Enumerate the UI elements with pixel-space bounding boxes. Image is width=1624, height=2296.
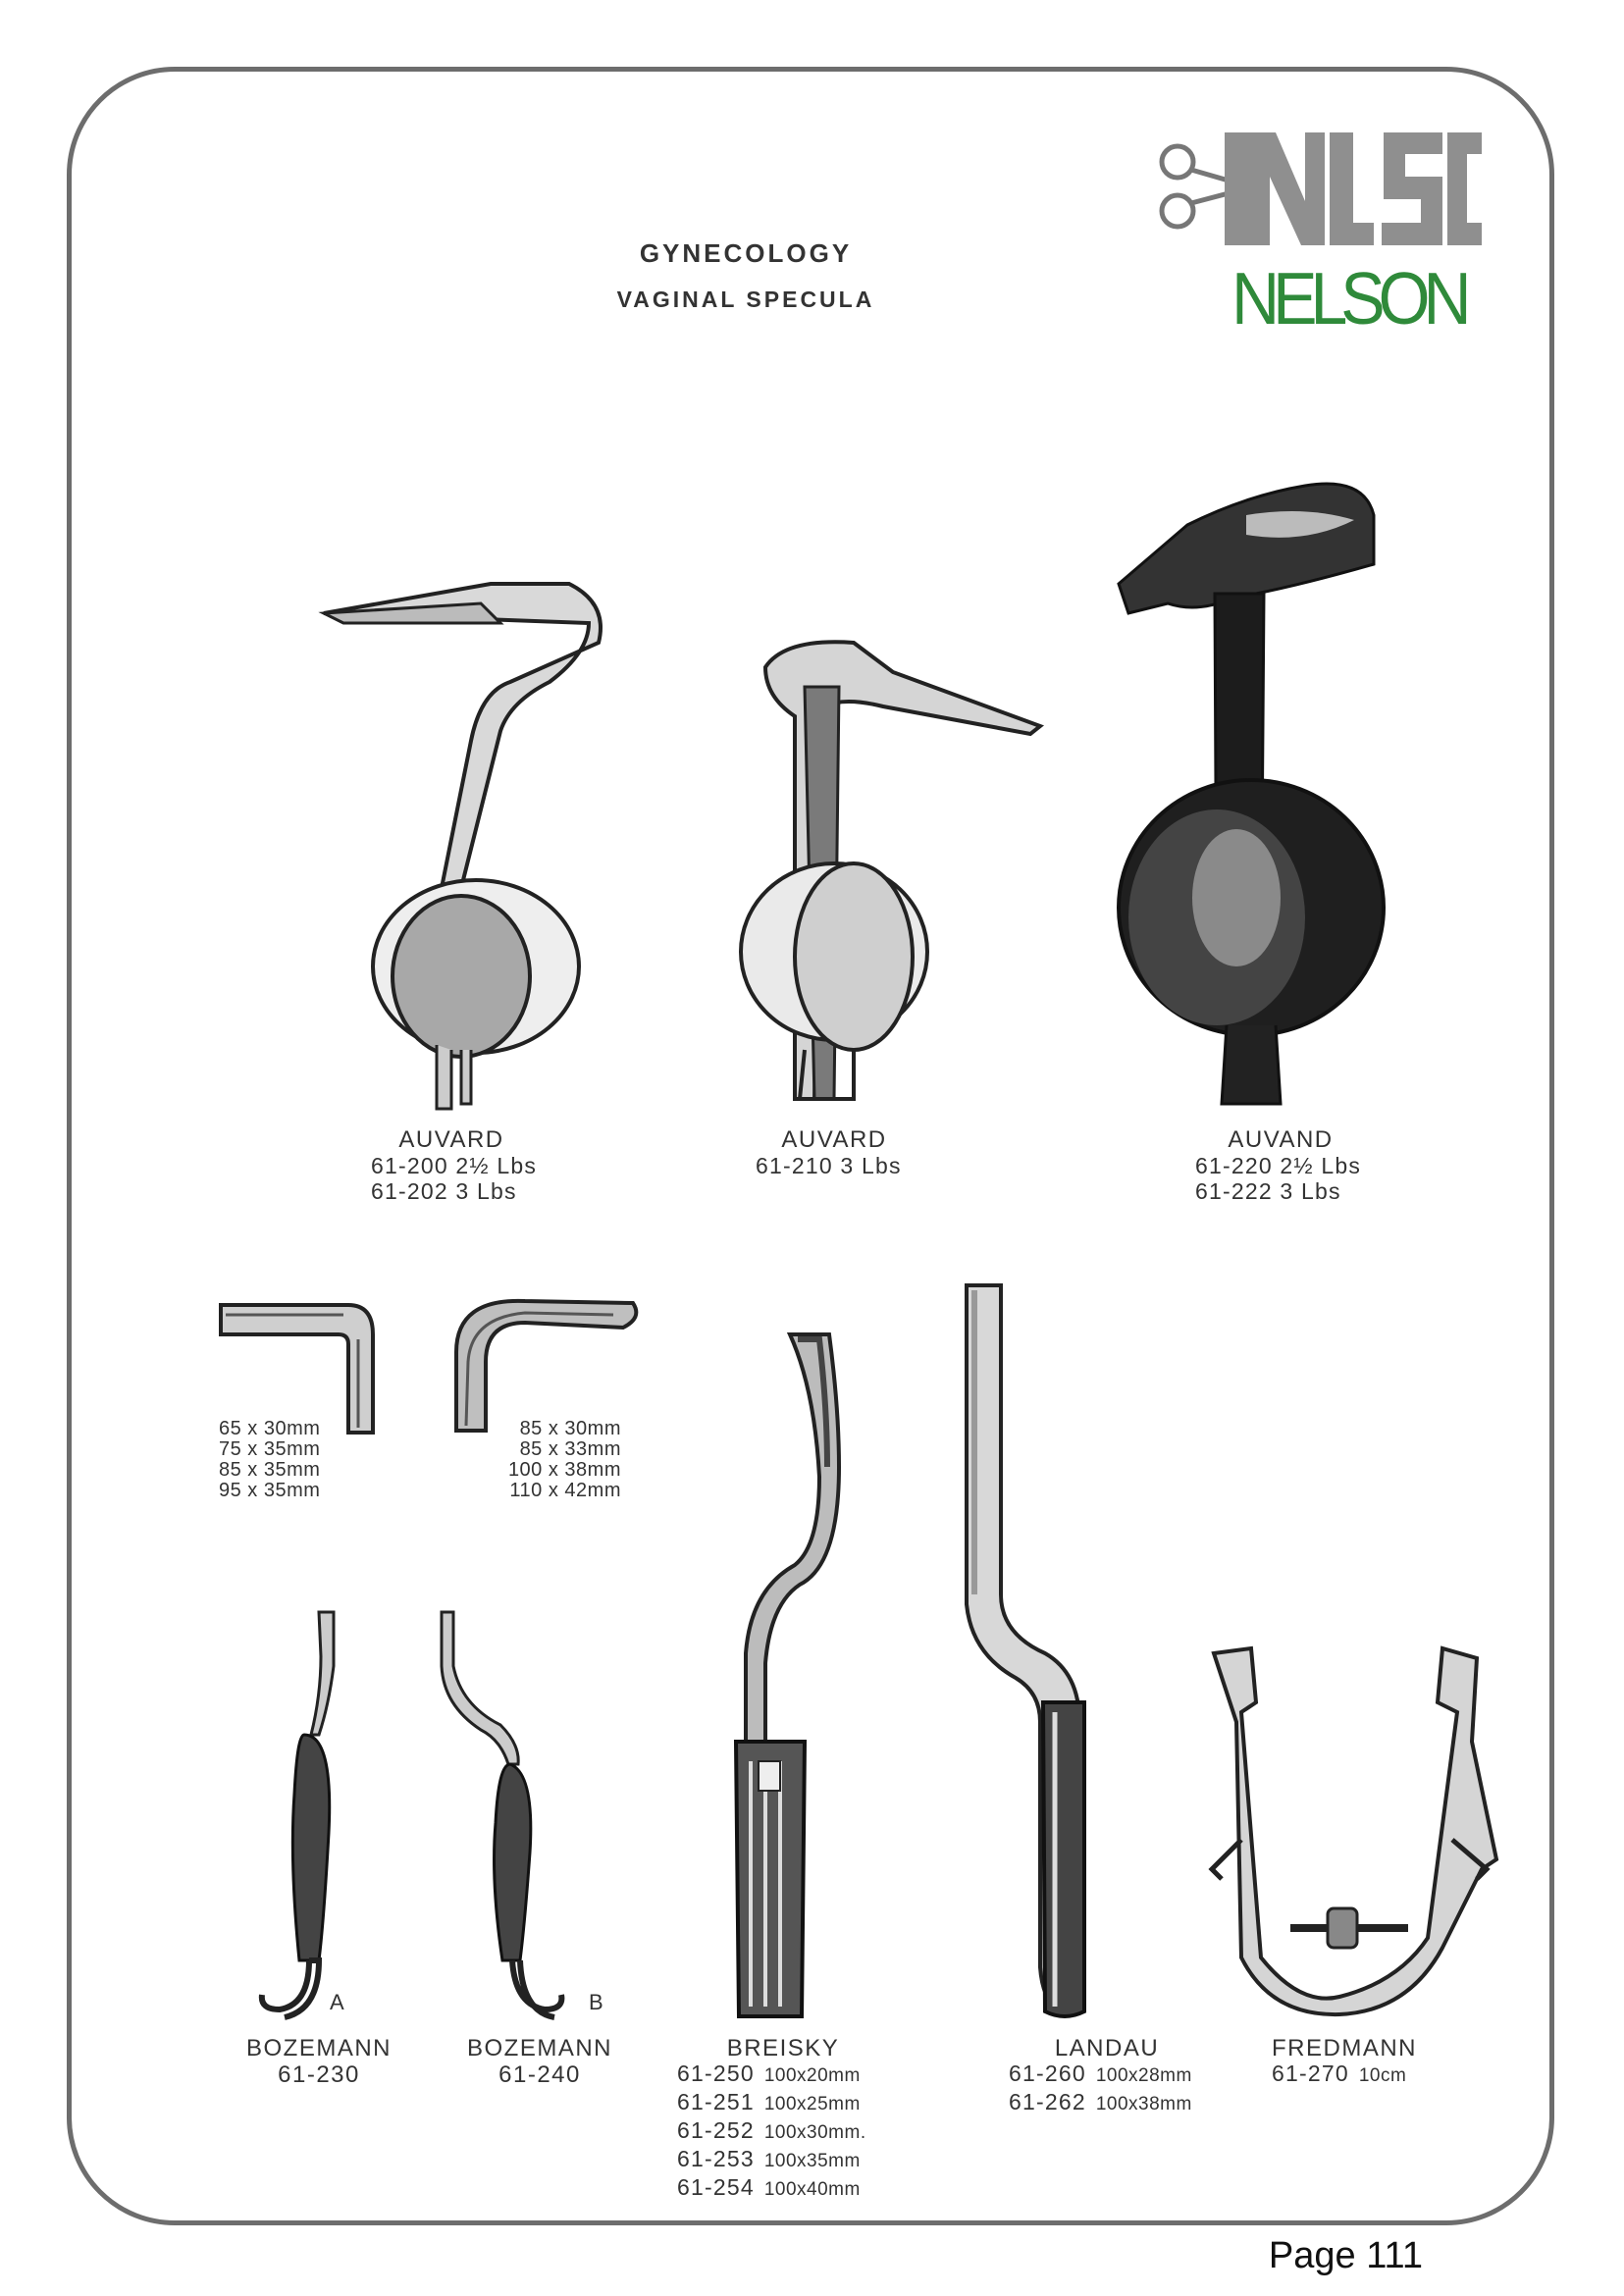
product-code: 61-254 [677,2174,755,2200]
size-line: 110 x 42mm [509,1480,621,1501]
product-code-line: 61-200 2½ Lbs [371,1153,538,1178]
bozemann-61-230-illustration [250,1607,358,2019]
size-line: 65 x 30mm [219,1418,321,1439]
variant-letter-a: A [330,1990,344,2014]
product-code: 61-250 [677,2061,755,2086]
product-name: BOZEMANN [466,2035,612,2061]
auvand-61-220-illustration [1109,476,1403,1114]
size-line: 95 x 35mm [219,1480,321,1501]
variant-letter-b: B [589,1990,603,2014]
product-name: BREISKY [726,2035,840,2061]
product-code-line [1009,2061,1192,2089]
product-name: LANDAU [1054,2035,1160,2061]
auvand-61-220-codes [1195,1153,1361,1204]
breisky-illustration [721,1330,888,2021]
bozemann-61-230-label [221,2035,417,2088]
product-code: 61-240 [498,2061,581,2088]
product-code-line: 61-220 2½ Lbs [1195,1153,1362,1178]
page-number: Page 111 [1268,2235,1423,2276]
product-size: 100x35mm [763,2151,861,2171]
product-size: 100x25mm [763,2094,861,2114]
product-code-line: 61-202 3 Lbs [371,1178,517,1204]
product-name: FREDMANN [1272,2035,1417,2061]
section-title: GYNECOLOGY [639,238,853,268]
blade-sizes-left [219,1419,320,1501]
product-code-line [677,2061,866,2089]
product-code-line [677,2146,866,2174]
landau-codes [1009,2061,1192,2117]
auvard-61-210-illustration [746,628,1040,1109]
landau-illustration [957,1280,1153,2021]
product-code: 61-270 [1272,2061,1349,2086]
size-line: 85 x 30mm [519,1418,621,1439]
product-size: 100x28mm [1095,2065,1192,2086]
product-size: 100x20mm [763,2065,861,2086]
auvand-61-220-label [1182,1126,1379,1153]
bozemann-61-240-illustration [432,1607,579,2019]
product-code: 61-262 [1009,2089,1086,2114]
product-name: AUVARD [781,1126,887,1153]
auvard-61-210-label [736,1126,932,1153]
product-code-line: 61-222 3 Lbs [1195,1178,1341,1204]
bozemann-blade-a-illustration [216,1300,383,1437]
product-name: BOZEMANN [245,2035,392,2061]
product-code-line [677,2089,866,2117]
size-line: 100 x 38mm [507,1459,621,1481]
product-name: AUVARD [398,1126,504,1153]
auvard-61-200-codes [371,1153,537,1204]
product-size: 10cm [1358,2065,1407,2086]
size-line: 75 x 35mm [219,1438,321,1460]
product-code: 61-260 [1009,2061,1086,2086]
product-code: 61-252 [677,2117,755,2143]
product-code-line [1272,2061,1406,2089]
bozemann-61-240-label [442,2035,638,2088]
auvard-61-200-illustration [314,564,648,1114]
section-subtitle: VAGINAL SPECULA [616,287,875,312]
size-line: 85 x 33mm [519,1438,621,1460]
breisky-codes [677,2061,866,2203]
product-code: 61-230 [278,2061,360,2088]
fredmann-illustration [1202,1644,1496,2021]
fredmann-label [1246,2035,1442,2061]
product-code-line: 61-210 3 Lbs [756,1153,902,1178]
page-header [550,238,942,313]
product-name: AUVAND [1228,1126,1334,1153]
product-code: 61-253 [677,2146,755,2171]
product-size: 100x40mm [763,2179,861,2200]
auvard-61-200-label [353,1126,550,1153]
blade-sizes-right [498,1419,621,1501]
nelson-wordmark: NELSON [1231,258,1465,340]
product-code-line [1009,2089,1192,2117]
fredmann-codes [1272,2061,1406,2089]
product-code-line [677,2174,866,2203]
size-line: 85 x 35mm [219,1459,321,1481]
landau-label [1009,2035,1205,2061]
product-code-line [677,2117,866,2146]
product-code: 61-251 [677,2089,755,2114]
auvard-61-210-codes [756,1153,902,1178]
product-size: 100x38mm [1095,2094,1192,2114]
breisky-label [685,2035,881,2061]
product-size: 100x30mm. [763,2122,866,2143]
